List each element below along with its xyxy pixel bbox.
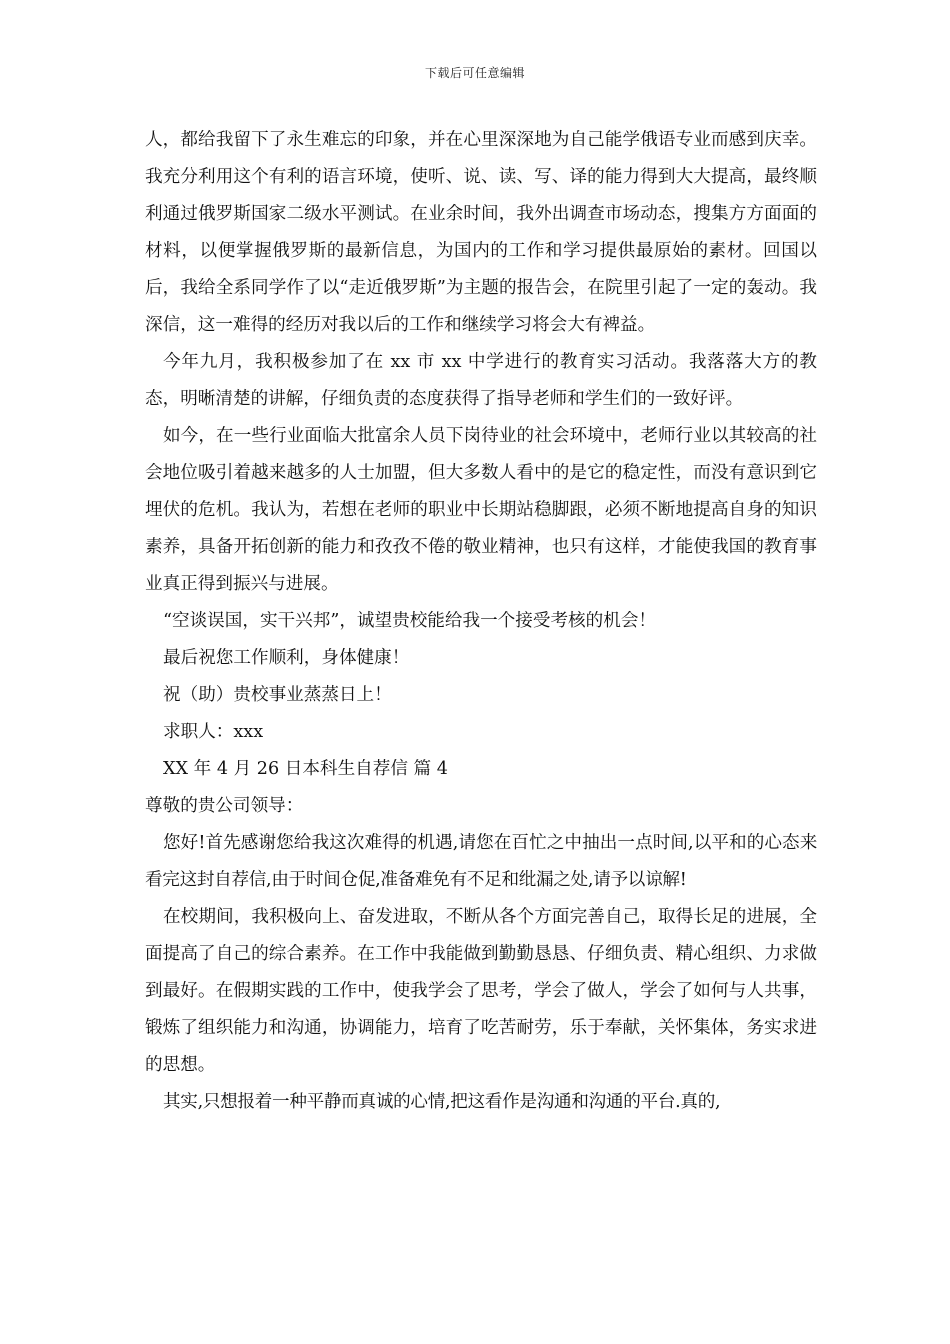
paragraph-greeting: 您好!首先感谢您给我这次难得的机遇,请您在百忙之中抽出一点时间,以平和的心态来看完这封自荐信,由于时间仓促,准备难免有不足和纰漏之处,请予以谅解!	[145, 833, 817, 890]
paragraph-motto: “空谈误国，实干兴邦”，诚望贵校能给我一个接受考核的机会！	[163, 611, 657, 631]
paragraph-school-period: 在校期间，我积极向上、奋发进取，不断从各个方面完善自己，取得长足的进展，全面提高了自己的综合素养。在工作中我能做到勤勤恳恳、仔细负责、精心组织、力求做到最好。在假期实践的工作中，使我学会了思考，学会了做人，学会了如何与人共事，锻炼了组织能力和沟通，协调能力，培育了吃苦耐劳，乐于奉献，关怀集体，务实求进的思想。	[145, 907, 817, 1075]
paragraph-wishes: 最后祝您工作顺利，身体健康！	[163, 648, 410, 668]
paragraph-teaching-practice: 今年九月，我积极参加了在 xx 市 xx 中学进行的教育实习活动。我落落大方的教态，明晰清楚的讲解，仔细负责的态度获得了指导老师和学生们的一致好评。	[145, 352, 817, 409]
paragraph-russia-experience: 人，都给我留下了永生难忘的印象，并在心里深深地为自己能学俄语专业而感到庆幸。我充分利用这个有利的语言环境，使听、说、读、写、译的能力得到大大提高，最终顺利通过俄罗斯国家二级水平测试。在业余时间，我外出调查市场动态，搜集方方面面的材料，以便掌握俄罗斯的最新信息，为国内的工作和学习提供最原始的素材。回国以后，我给全系同学作了以“走近俄罗斯”为主题的报告会，在院里引起了一定的轰动。我深信，这一难得的经历对我以后的工作和继续学习将会大有裨益。	[145, 130, 817, 335]
paragraph-signature: 求职人：xxx	[163, 722, 264, 742]
paragraph-closing: 其实,只想报着一种平静而真诚的心情,把这看作是沟通和沟通的平台.真的,	[163, 1092, 721, 1112]
document-body	[145, 122, 817, 1121]
page-header: 下载后可任意编辑	[424, 66, 525, 80]
salutation: 尊敬的贵公司领导：	[145, 796, 304, 816]
paragraph-blessing: 祝（助）贵校事业蒸蒸日上！	[163, 685, 392, 705]
section-title: XX 年 4 月 26 日本科生自荐信 篇 4	[163, 759, 448, 779]
paragraph-teacher-career: 如今，在一些行业面临大批富余人员下岗待业的社会环境中，老师行业以其较高的社会地位吸引着越来越多的人士加盟，但大多数人看中的是它的稳定性，而没有意识到它埋伏的危机。我认为，若想在老师的职业中长期站稳脚跟，必须不断地提高自身的知识素养，具备开拓创新的能力和孜孜不倦的敬业精神，也只有这样，才能使我国的教育事业真正得到振兴与进展。	[145, 426, 817, 594]
